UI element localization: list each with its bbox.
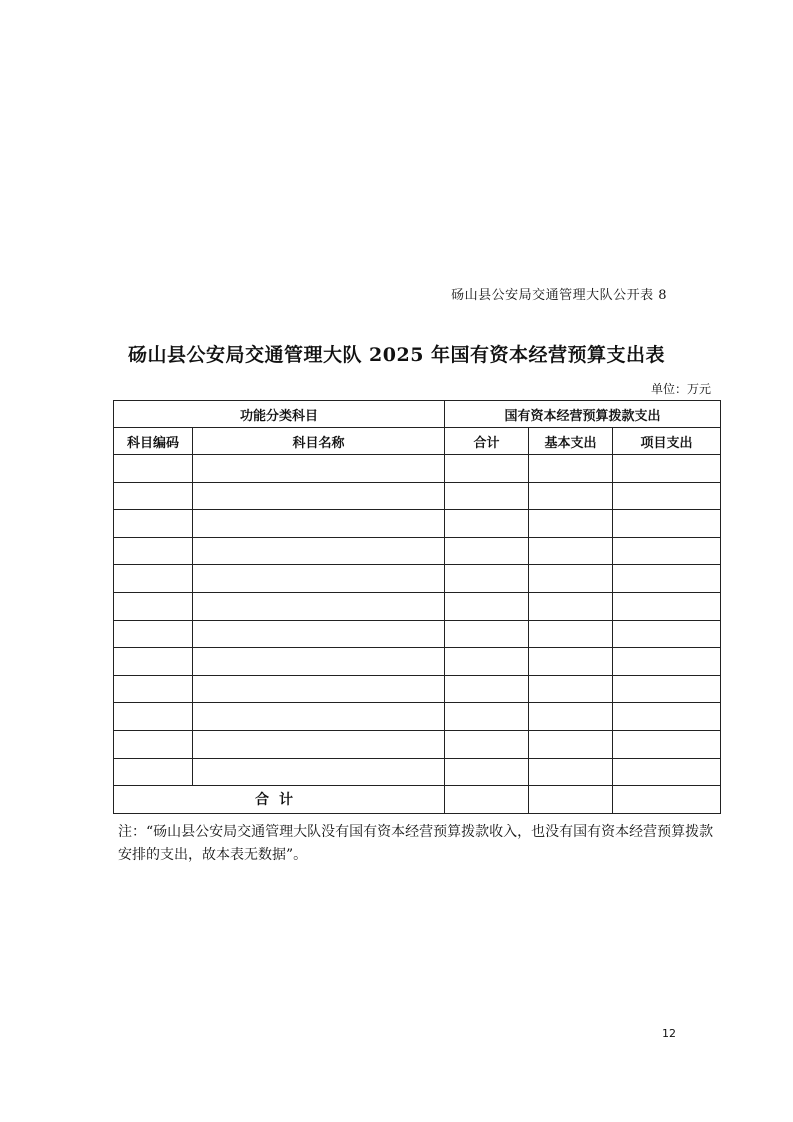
footnote: 注：“砀山县公安局交通管理大队没有国有资本经营预算拨款收入，也没有国有资本经营预算拨款安排的支出，故本表无数据”。 <box>118 824 714 863</box>
table-cell <box>613 537 721 565</box>
table-cell <box>445 730 529 758</box>
table-cell <box>613 648 721 676</box>
table-cell <box>613 592 721 620</box>
table-cell <box>114 537 193 565</box>
table-cell <box>529 730 613 758</box>
column-header-code: 科目编码 <box>114 428 193 455</box>
table-cell <box>193 620 445 648</box>
table-cell <box>114 565 193 593</box>
table-row <box>114 482 721 510</box>
table-row <box>114 648 721 676</box>
table-cell <box>114 482 193 510</box>
page-title: 砀山县公安局交通管理大队 2025 年国有资本经营预算支出表 <box>127 344 666 366</box>
table-cell <box>445 758 529 786</box>
table-cell <box>613 675 721 703</box>
table-cell <box>613 455 721 483</box>
table-cell <box>445 592 529 620</box>
table-cell <box>193 703 445 731</box>
table-cell <box>529 648 613 676</box>
table-cell <box>445 482 529 510</box>
table-cell <box>529 565 613 593</box>
table-cell <box>193 592 445 620</box>
table-cell <box>114 510 193 538</box>
table-cell <box>445 648 529 676</box>
table-cell <box>529 620 613 648</box>
table-row <box>114 620 721 648</box>
total-cell <box>613 786 721 814</box>
table-row <box>114 455 721 483</box>
table-cell <box>114 592 193 620</box>
table-cell <box>193 648 445 676</box>
table-cell <box>193 482 445 510</box>
table-cell <box>445 565 529 593</box>
table-cell <box>114 730 193 758</box>
group-header-functional-category: 功能分类科目 <box>114 401 445 428</box>
table-cell <box>445 620 529 648</box>
table-cell <box>445 675 529 703</box>
column-header-total: 合计 <box>445 428 529 455</box>
table-cell <box>529 482 613 510</box>
table-cell <box>613 730 721 758</box>
group-header-budget-expenditure: 国有资本经营预算拨款支出 <box>445 401 721 428</box>
table-cell <box>193 565 445 593</box>
table-cell <box>445 537 529 565</box>
table-cell <box>193 758 445 786</box>
table-body <box>114 455 721 786</box>
table-cell <box>193 730 445 758</box>
table-cell <box>445 510 529 538</box>
table-cell <box>114 758 193 786</box>
table-cell <box>529 455 613 483</box>
table-row <box>114 565 721 593</box>
table-cell <box>613 703 721 731</box>
table-cell <box>613 620 721 648</box>
table-cell <box>193 510 445 538</box>
table-cell <box>529 758 613 786</box>
table-cell <box>529 675 613 703</box>
table-cell <box>114 620 193 648</box>
table-row <box>114 730 721 758</box>
total-cell <box>445 786 529 814</box>
table-cell <box>613 565 721 593</box>
table-cell <box>613 510 721 538</box>
table-cell <box>114 455 193 483</box>
table-cell <box>529 703 613 731</box>
table-cell <box>529 592 613 620</box>
table-row <box>114 510 721 538</box>
table-row <box>114 758 721 786</box>
table-cell <box>114 648 193 676</box>
table-row <box>114 675 721 703</box>
table-cell <box>445 703 529 731</box>
budget-table <box>113 400 721 814</box>
form-code: 砀山县公安局交通管理大队公开表 8 <box>451 288 667 303</box>
column-header-basic: 基本支出 <box>529 428 613 455</box>
total-row <box>114 786 721 814</box>
table-cell <box>613 758 721 786</box>
table-cell <box>445 455 529 483</box>
unit-label: 单位：万元 <box>650 382 711 396</box>
table-cell <box>114 675 193 703</box>
total-cell <box>529 786 613 814</box>
table-cell <box>193 455 445 483</box>
table-row <box>114 703 721 731</box>
table-cell <box>114 703 193 731</box>
column-header-name: 科目名称 <box>193 428 445 455</box>
total-label: 合计 <box>114 786 445 814</box>
table-cell <box>193 537 445 565</box>
table-cell <box>529 510 613 538</box>
page-number: 12 <box>662 1027 676 1040</box>
column-header-project: 项目支出 <box>613 428 721 455</box>
table-row <box>114 592 721 620</box>
table-cell <box>529 537 613 565</box>
table-cell <box>613 482 721 510</box>
table-row <box>114 537 721 565</box>
table-cell <box>193 675 445 703</box>
